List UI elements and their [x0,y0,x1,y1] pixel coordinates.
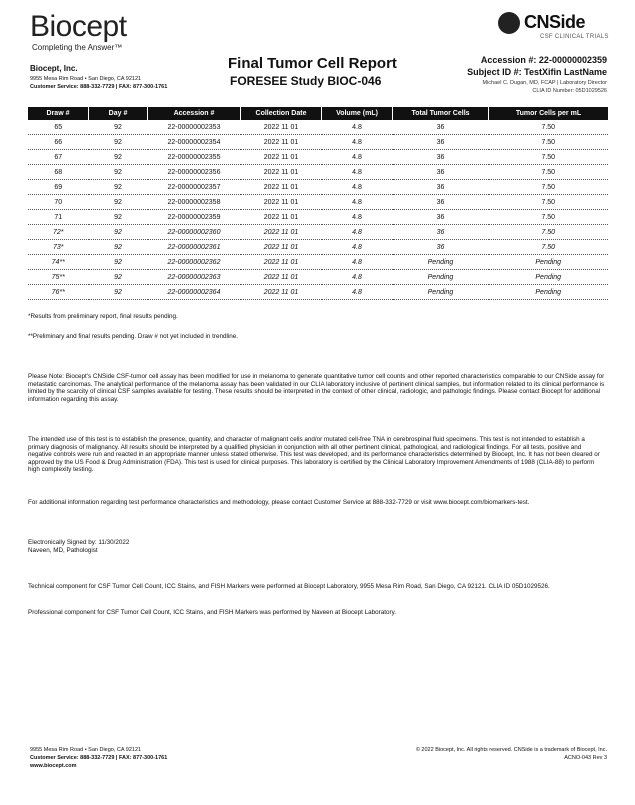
col-cells-per-ml: Tumor Cells per mL [489,107,609,120]
table-cell: 4.8 [322,165,393,180]
report-title: Final Tumor Cell Report [228,55,397,72]
table-cell: 36 [393,240,489,255]
table-cell: 4.8 [322,255,393,270]
table-row [28,225,608,240]
col-volume: Volume (mL) [322,107,393,120]
table-cell: 4.8 [322,225,393,240]
table-cell: 92 [89,285,148,300]
table-cell: 75** [28,270,89,285]
tagline: Completing the Answer™ [32,43,123,52]
table-cell: 92 [89,135,148,150]
table-cell: 36 [393,225,489,240]
table-cell: 7.50 [489,150,609,165]
table-cell: 92 [89,150,148,165]
table-cell: 4.8 [322,270,393,285]
table-cell: 4.8 [322,180,393,195]
cnside-subtitle: CSF CLINICAL TRIALS [540,34,609,40]
table-cell: 2022 11 01 [241,255,322,270]
footer-service: Customer Service: 888-332-7729 | FAX: 877-300-1761 [30,755,168,761]
additional-info: For additional information regarding test performance characteristics and methodology, please contact Customer Service at 888-332-7729 or visit www.biocept.com/biomarkers-test. [28,499,530,506]
table-cell: 22-00000002361 [148,240,241,255]
table-row [28,270,608,285]
table-cell: 7.50 [489,210,609,225]
table-row [28,195,608,210]
table-cell: Pending [393,270,489,285]
footer-docid: ACNO-043 Rev 3 [564,755,607,761]
cnside-logo: CNSide [524,12,586,32]
table-cell: 2022 11 01 [241,165,322,180]
table-cell: 4.8 [322,135,393,150]
study-title: FORESEE Study BIOC-046 [230,74,382,88]
col-accession: Accession # [148,107,241,120]
accession-number: Accession #: 22-00000002359 [480,55,607,65]
table-cell: 4.8 [322,150,393,165]
table-cell: 92 [89,195,148,210]
footer-address: 9955 Mesa Rim Road • San Diego, CA 92121 [30,747,142,753]
table-cell: 22-00000002357 [148,180,241,195]
table-cell: 92 [89,210,148,225]
company-name: Biocept, Inc. [30,64,78,73]
table-cell: 7.50 [489,180,609,195]
table-cell: 2022 11 01 [241,285,322,300]
table-cell: 2022 11 01 [241,240,322,255]
table-cell: 65 [28,120,89,135]
table-cell: 2022 11 01 [241,270,322,285]
table-cell: 68 [28,165,89,180]
col-draw: Draw # [28,107,89,120]
table-header-row [28,107,608,120]
table-cell: 36 [393,180,489,195]
table-cell: 22-00000002358 [148,195,241,210]
table-cell: Pending [489,285,609,300]
table-cell: 4.8 [322,195,393,210]
table-cell: 22-00000002363 [148,270,241,285]
table-cell: 22-00000002360 [148,225,241,240]
table-cell: 36 [393,135,489,150]
col-total-cells: Total Tumor Cells [393,107,489,120]
signature-name: Naveen, MD, Pathologist [28,547,98,554]
customer-service: Customer Service: 888-332-7729 | FAX: 877-300-1761 [30,84,168,90]
table-cell: 22-00000002359 [148,210,241,225]
table-cell: 2022 11 01 [241,180,322,195]
technical-component: Technical component for CSF Tumor Cell Count, ICC Stains, and FISH Markers were performed at Biocept Laboratory, 9955 Mesa Rim Road, San Diego, CA 92121. CLIA ID 05D1029526. [28,583,550,590]
table-row [28,285,608,300]
table-cell: 92 [89,270,148,285]
col-collection-date: Collection Date [241,107,322,120]
table-cell: 4.8 [322,210,393,225]
intended-use: The intended use of this test is to establish the presence, quantity, and character of malignant cells and/or mutated cell-free TNA in cerebrospinal fluid specimens. This test is not intended to establish a primary diagnosis of malignancy. All results should be interpreted by a qualified physician in conjunction with all other pertinent clinical, pathological, and radiological findings. For all tests, positive and negative controls were run and reacted in an appropriate manner unless stated otherwise. This test was developed, and its performance characteristics determined by Biocept, Inc. It has not been cleared or approved by the US Food & Drug Administration (FDA). This test is used for clinical purposes. This laboratory is certified by the Clinical Laboratory Improvement Amendments of 1988 (CLIA-88) to perform high complexity testing. [28,436,600,474]
professional-component: Professional component for CSF Tumor Cell Count, ICC Stains, and FISH Markers was performed by Naveen at Biocept Laboratory. [28,609,397,616]
table-cell: 2022 11 01 [241,135,322,150]
col-day: Day # [89,107,148,120]
table-cell: 92 [89,180,148,195]
table-row [28,210,608,225]
table-cell: 4.8 [322,120,393,135]
table-cell: 2022 11 01 [241,120,322,135]
table-cell: 2022 11 01 [241,195,322,210]
signature-date: Electronically Signed by: 11/30/2022 [28,539,130,546]
table-cell: 67 [28,150,89,165]
table-cell: 92 [89,225,148,240]
table-cell: 22-00000002354 [148,135,241,150]
table-row [28,165,608,180]
table-cell: Pending [489,270,609,285]
table-cell: 92 [89,240,148,255]
table-cell: 72* [28,225,89,240]
table-row [28,135,608,150]
table-cell: 7.50 [489,240,609,255]
biocept-logo: Biocept [30,10,127,43]
table-row [28,150,608,165]
table-row [28,180,608,195]
table-cell: 36 [393,195,489,210]
table-cell: 36 [393,150,489,165]
table-cell: 69 [28,180,89,195]
table-cell: Pending [393,255,489,270]
table-cell: 22-00000002356 [148,165,241,180]
table-cell: 36 [393,165,489,180]
table-cell: 73* [28,240,89,255]
melanoma-note: Please Note: Biocept's CNSide CSF-tumor cell assay has been modified for use in melanoma to generate quantitative tumor cell counts and other reported characteristics comparable to our CNSide assay for metastatic carcinomas. The analytical performance of the melanoma assay has been validated in our CLIA laboratory inclusive of pertinent clinical samples, but information related to its clinical performance is limited by the scarcity of clinical CSF samples available for testing. These results should be interpreted in the context of other clinical, radiologic, and pathologic findings. Please contact Biocept for additional information regarding this assay. [28,373,605,403]
table-cell: 22-00000002364 [148,285,241,300]
table-cell: 7.50 [489,165,609,180]
footnote-2: **Preliminary and final results pending. Draw # not yet included in trendline. [28,333,239,340]
table-cell: 70 [28,195,89,210]
table-cell: Pending [393,285,489,300]
table-cell: 92 [89,255,148,270]
table-row [28,240,608,255]
table-cell: 92 [89,165,148,180]
table-cell: 71 [28,210,89,225]
table-cell: 7.50 [489,135,609,150]
lab-director: Michael C. Dugan, MD, FCAP | Laboratory Director [482,80,607,86]
cnside-logo-icon [498,12,520,34]
company-address: 9955 Mesa Rim Road • San Diego, CA 92121 [30,76,142,82]
table-cell: 22-00000002355 [148,150,241,165]
footer-web: www.biocept.com [30,763,77,769]
table-cell: 7.50 [489,225,609,240]
table-cell: 2022 11 01 [241,150,322,165]
table-cell: 74** [28,255,89,270]
table-cell: 36 [393,210,489,225]
table-cell: Pending [489,255,609,270]
footnote-1: *Results from preliminary report, final results pending. [28,313,178,320]
table-cell: 4.8 [322,240,393,255]
clia-id: CLIA ID Number: 05D1029526 [532,88,607,94]
results-table [28,107,608,300]
footer-copyright: © 2022 Biocept, Inc. All rights reserved. CNSide is a trademark of Biocept, Inc. [415,747,607,753]
table-cell: 76** [28,285,89,300]
table-row [28,255,608,270]
table-cell: 2022 11 01 [241,210,322,225]
table-cell: 7.50 [489,195,609,210]
table-cell: 22-00000002353 [148,120,241,135]
table-row [28,120,608,135]
table-cell: 22-00000002362 [148,255,241,270]
table-cell: 66 [28,135,89,150]
table-cell: 36 [393,120,489,135]
table-cell: 7.50 [489,120,609,135]
subject-id: Subject ID #: TestXifin LastName [467,67,607,77]
table-cell: 4.8 [322,285,393,300]
table-cell: 2022 11 01 [241,225,322,240]
table-cell: 92 [89,120,148,135]
